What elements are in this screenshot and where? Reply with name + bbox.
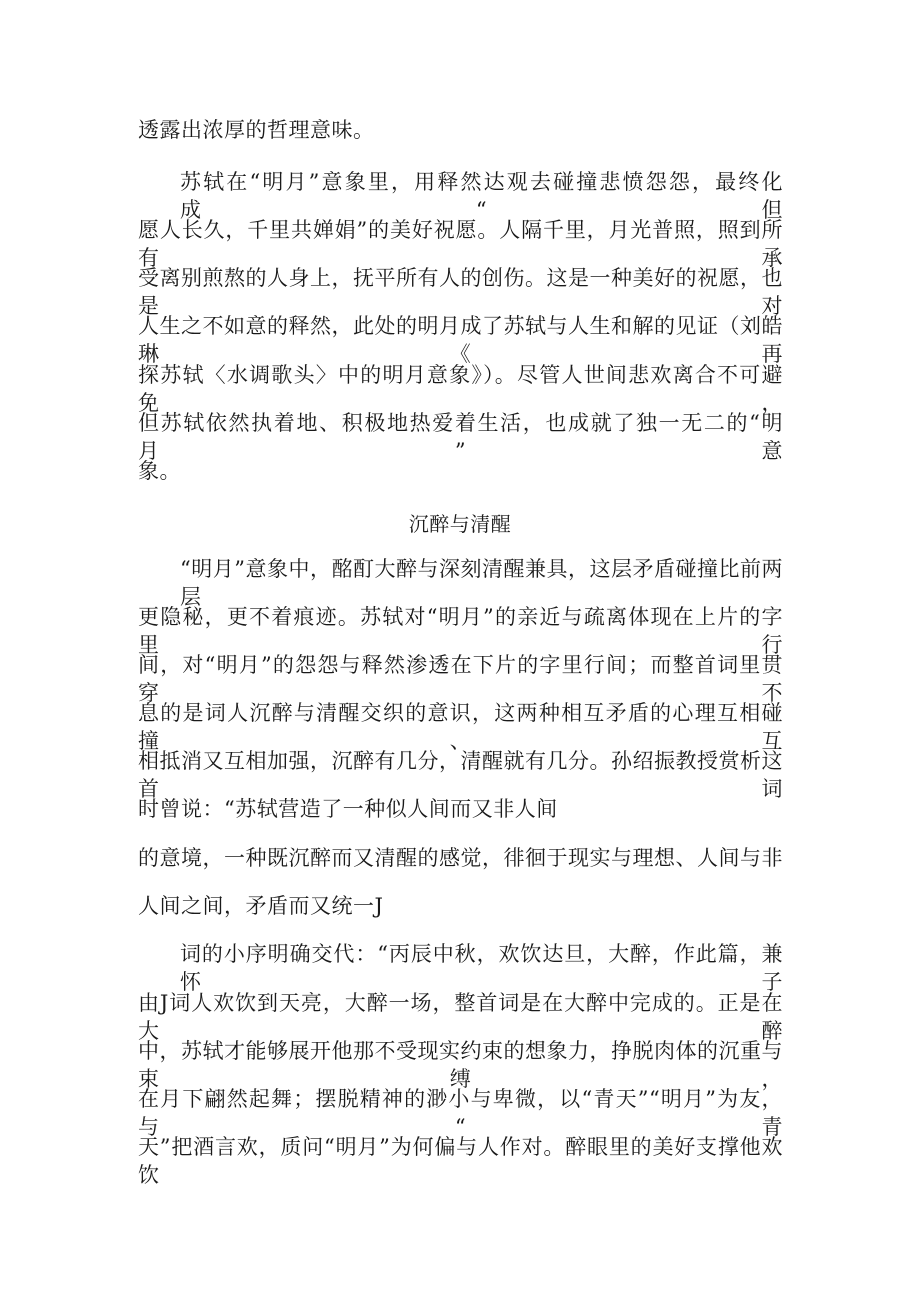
section-heading: 沉醉与清醒 bbox=[408, 512, 512, 536]
paragraph-line: 中，苏轼才能够展开他那不受现实约束的想象力，挣脱肉体的沉重与束缚， bbox=[138, 1039, 783, 1091]
paragraph-line: 更隐秘，更不着痕迹。苏轼对“明月”的亲近与疏离体现在上片的字里行 bbox=[138, 605, 783, 657]
paragraph-line: 的意境，一种既沉醉而又清醒的感觉，徘徊于现实与理想、人间与非 bbox=[138, 846, 783, 870]
paragraph-line: 受离别煎熬的人身上，抚平所有人的创伤。这是一种美好的祝愿，也是对 bbox=[138, 266, 783, 318]
paragraph-line: 在月下翩然起舞；摆脱精神的渺小与卑微，以“青天”“明月”为友，与“青 bbox=[138, 1087, 783, 1139]
paragraph-line: “明月”意象中，酩酊大醉与深刻清醒兼具，这层矛盾碰撞比前两层 bbox=[180, 557, 783, 609]
paragraph-line: 相抵消又互相加强，沉醉有几分，清醒就有几分。孙绍振教授赏析这首词 bbox=[138, 749, 783, 801]
paragraph-line: 由J词人欢饮到天亮，大醉一场，整首词是在大醉中完成的。正是在大醉 bbox=[138, 991, 783, 1043]
paragraph-line: 苏轼在“明月”意象里，用释然达观去碰撞悲愤怨怨，最终化成“但 bbox=[180, 170, 783, 222]
paragraph-line: 愿人长久，千里共婵娟”的美好祝愿。人隔千里，月光普照，照到所有承 bbox=[138, 218, 783, 270]
paragraph-line: 息的是词人沉醉与清醒交织的意识，这两种相互矛盾的心理互相碰撞、互 bbox=[138, 701, 783, 753]
paragraph-line: 人间之间，矛盾而又统一J bbox=[138, 894, 384, 918]
paragraph-line: 透露出浓厚的哲理意味。 bbox=[138, 118, 375, 142]
paragraph-line: 但苏轼依然执着地、积极地热爱着生活，也成就了独一无二的“明月”意 bbox=[138, 411, 783, 463]
paragraph-line: 探苏轼〈水调歌头〉中的明月意象》）。尽管人世间悲欢离合不可避免， bbox=[138, 363, 783, 415]
paragraph-line: 间，对“明月”的怨怨与释然渗透在下片的字里行间；而整首词里贯穿不 bbox=[138, 653, 783, 705]
paragraph-line: 词的小序明确交代：“丙辰中秋，欢饮达旦，大醉，作此篇，兼怀子 bbox=[180, 942, 783, 994]
paragraph-line: 天”把酒言欢，质问“明月”为何偏与人作对。醉眼里的美好支撑他欢饮 bbox=[138, 1135, 783, 1187]
paragraph-line: 人生之不如意的释然，此处的明月成了苏轼与人生和解的见证（刘皓琳《再 bbox=[138, 314, 783, 366]
paragraph-line: 时曾说：“苏轼营造了一种似人间而又非人间 bbox=[138, 797, 558, 821]
paragraph-line: 象。 bbox=[138, 459, 181, 483]
